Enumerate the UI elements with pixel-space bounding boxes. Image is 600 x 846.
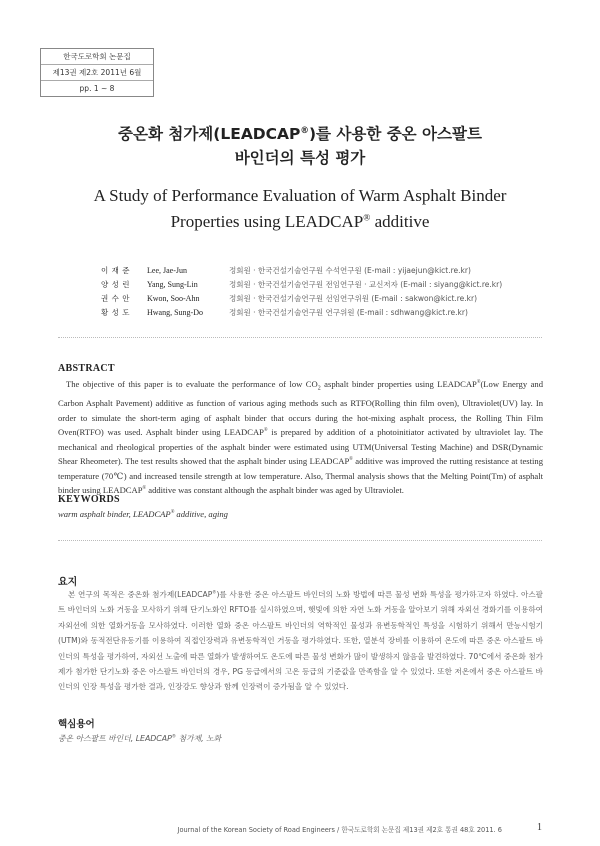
author-name-kr: 이 재 준	[101, 266, 131, 275]
keywords-text-kr: 중온 아스팔트 바인더, LEADCAP® 첨가제, 노화	[58, 734, 222, 743]
keywords-heading-kr: 핵심용어	[58, 719, 95, 730]
summary-text-kr: 본 연구의 목적은 중온화 첨가제(LEADCAP®)를 사용한 중온 아스팔트 바인더의 노화 방법에 따른 물성 변화 특성을 평가하고자 하였다. 아스팔트 바인더의 노화 거동을 모사하기 위해 단기노화인 RFTO를 실시하였으며, 햇빛에 의한 자연 노화 거동을 알아보기 위해 자외선 경화기를 이용하여 자외선에 의한 열화거동을 모사하였다. 이러한 열화 중온 아스팔트 바인더의 역학적인 물성과 유변동학적인 특성을 시험하기 위해서 만능시험기(UTM)와 동적전단유동기를 이용하여 직접인장력과 유변동학적인 거동을 평가하였다. 또한, 열분석 장비를 이용하여 온도에 따른 중온 아스팔트 바인더의 특성을 평가하여, 자외선 노출에 따른 열화가 발생하여도 온도에 따른 물성 변화가 많이 발생하지 않음을 발견하였다. 70℃에서 중온화 첨가제가 첨가한 단기노화 중온 아스팔트 바인더의 경우, PG 등급에서의 고온 등급의 기준값을 만족함을 알 수 있었다. 또한 저온에서 중온 아스팔트 바인더의 인장 특성을 평가한 결과, 인장강도 향상과 함께 인장력이 증가됨을 알 수 있었다.	[58, 589, 543, 692]
page-footer	[58, 824, 542, 838]
title-korean-line2: 바인더의 특성 평가	[234, 149, 366, 167]
journal-name: 한국도로학회 논문집	[63, 52, 131, 61]
summary-heading-kr: 요지	[58, 577, 78, 588]
author-affiliation: 정회원 · 한국건설기술연구원 전임연구원 · 교신저자 (E-mail : siyang@kict.re.kr)	[229, 280, 503, 289]
author-row	[101, 306, 521, 320]
title-english-line1: A Study of Performance Evaluation of Warm Asphalt Binder	[93, 186, 507, 205]
journal-info-box	[40, 48, 154, 97]
title-korean	[0, 122, 600, 170]
page-number: 1	[537, 822, 542, 833]
footer-journal-citation: Journal of the Korean Society of Road Engineers / 한국도로학회 논문집 제13권 제2호 통권 48호 2011. 6	[177, 826, 502, 834]
author-name-en: Kwon, Soo-Ahn	[147, 294, 200, 303]
title-korean-line1: 중온화 첨가제(LEADCAP®)를 사용한 중온 아스팔트	[118, 125, 482, 143]
author-name-kr: 황 성 도	[101, 308, 131, 317]
journal-pages: pp. 1 ~ 8	[41, 80, 153, 96]
author-name-en: Hwang, Sung-Do	[147, 308, 203, 317]
author-affiliation: 정회원 · 한국건설기술연구원 연구위원 (E-mail : sdhwang@kict.re.kr)	[229, 308, 468, 317]
keywords-heading: KEYWORDS	[58, 494, 120, 505]
journal-volume: 제13권 제2호 2011년 6월	[41, 64, 153, 80]
abstract-text: The objective of this paper is to evaluate the performance of low $CO_2$ asphalt binder properties using LEADCAP®(Low Energy and Carbon Asphalt Pavement) additive as function of various aging methods such as RTFO(Rolling thin film oven), Ultraviolet(UV) lay. In order to simulate the short-term aging of asphalt binder that occurs during the hot-mixing asphalt process, the Rolling Thin Film Oven(RTFO) was used. Asphalt binder using LEADCAP® is prepared by addition of a photoinitiator activated by ultraviolet lay. The mechanical and rheological properties of the asphalt binder were estimated using UTM(Universal Testing Machine) and DSR(Dynamic Shear Rheometer). The test results showed that the asphalt binder using LEADCAP® additive was improved the rutting resistance at testing temperature (70℃) and increased tensile strength at low temperature. Also, Thermal analysis shows that the Melting Point(Tm) of asphalt binder using LEADCAP® additive was constant although the asphalt binder was aged by Ultraviolet.	[58, 379, 543, 496]
section-divider	[58, 337, 542, 338]
author-name-kr: 권 수 안	[101, 294, 131, 303]
title-english-line2: Properties using LEADCAP® additive	[170, 212, 430, 231]
author-row	[101, 292, 521, 306]
author-name-en: Yang, Sung-Lin	[147, 280, 198, 289]
author-row	[101, 264, 521, 278]
title-english	[0, 183, 600, 235]
keywords-text: warm asphalt binder, LEADCAP® additive, aging	[58, 509, 228, 519]
author-row	[101, 278, 521, 292]
section-divider	[58, 540, 542, 541]
author-list	[101, 264, 521, 320]
author-name-en: Lee, Jae-Jun	[147, 266, 187, 275]
author-affiliation: 정회원 · 한국건설기술연구원 선임연구위원 (E-mail : sakwon@kict.re.kr)	[229, 294, 478, 303]
abstract-heading: ABSTRACT	[58, 363, 115, 374]
author-affiliation: 정회원 · 한국건설기술연구원 수석연구원 (E-mail : yijaejun@kict.re.kr)	[229, 266, 471, 275]
author-name-kr: 양 성 린	[101, 280, 131, 289]
